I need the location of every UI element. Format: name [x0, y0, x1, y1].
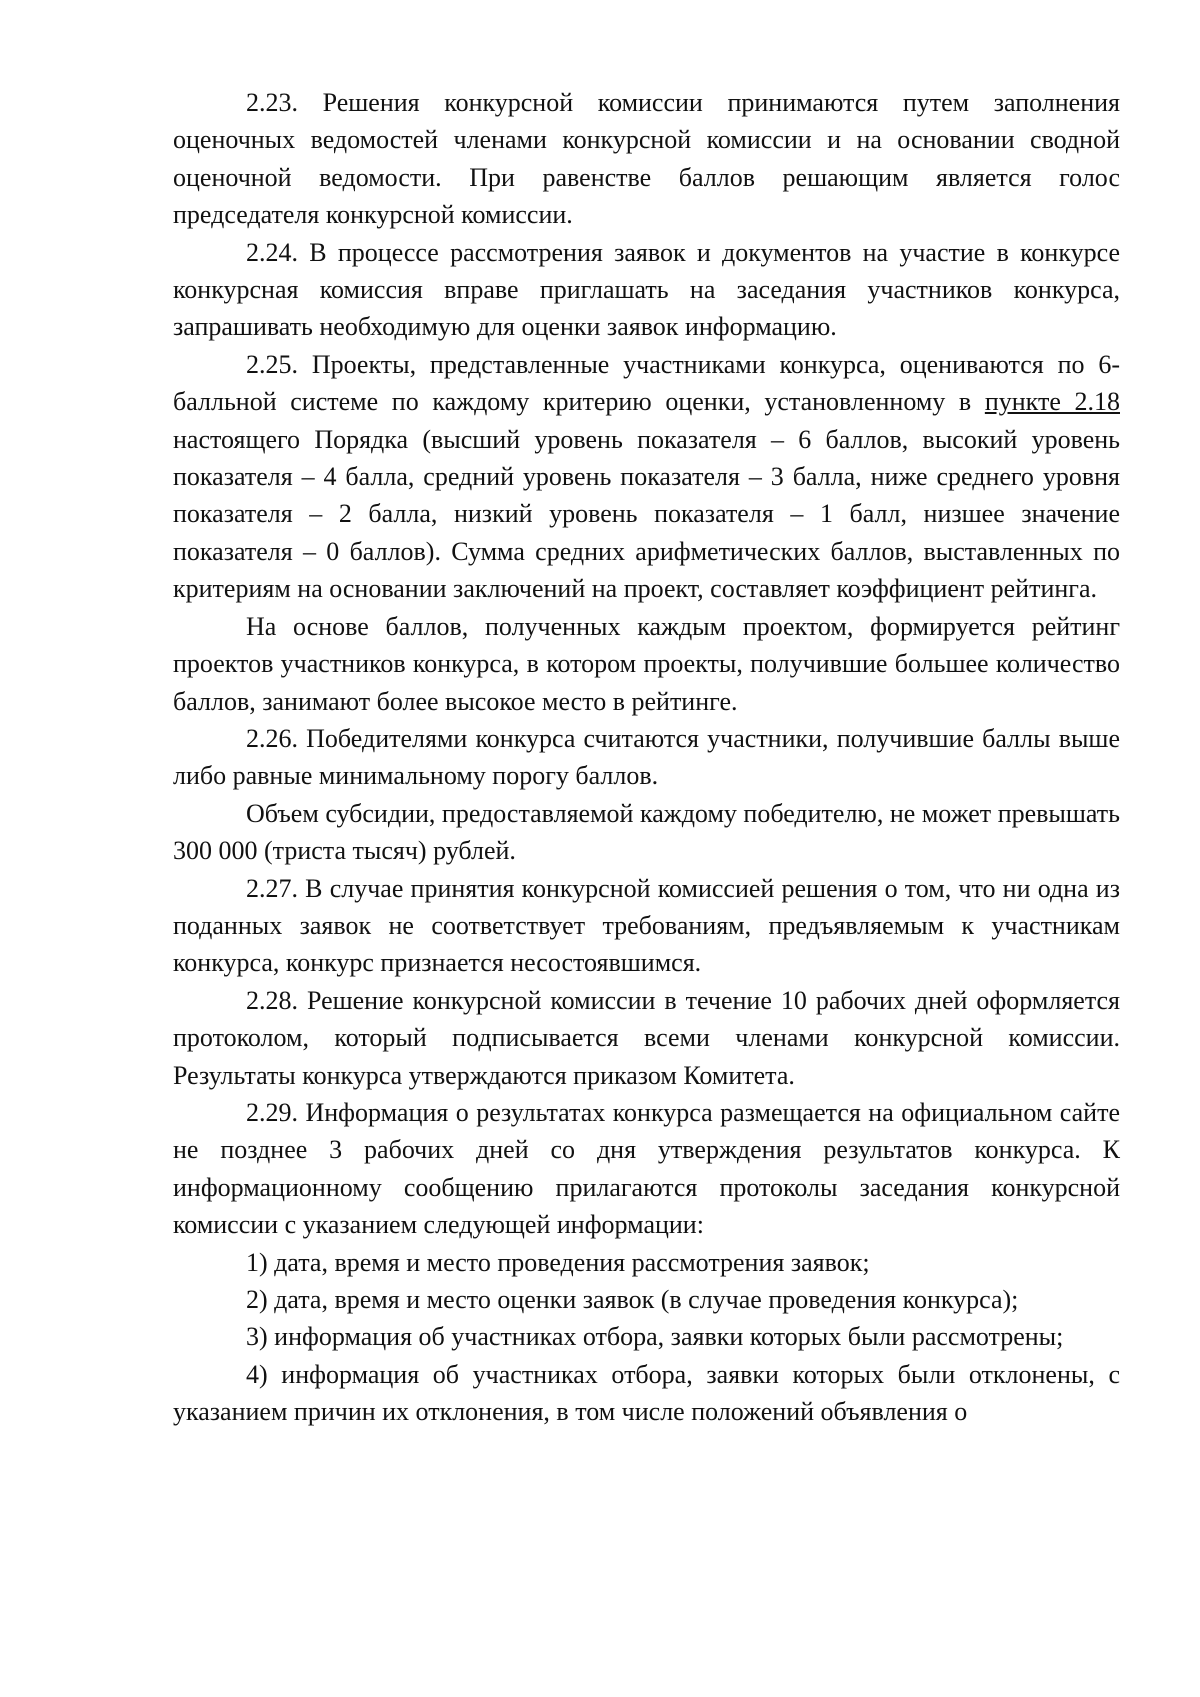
link-point-2-18[interactable]: пункте 2.18: [984, 387, 1120, 417]
paragraph-2-25-text-before: 2.25. Проекты, представленные участниками конкурса, оцениваются по 6-балльной системе по каждому критерию оценки, установленному в: [173, 349, 1120, 417]
paragraph-2-23: 2.23. Решения конкурсной комиссии принимаются путем заполнения оценочных ведомостей членами конкурсной комиссии и на основании сводной оценочной ведомости. При равенстве баллов решающим является голос председателя конкурсной комиссии.: [173, 88, 1120, 230]
document-body: [173, 84, 1120, 1431]
list-item-2: 2) дата, время и место оценки заявок (в случае проведения конкурса);: [246, 1285, 1019, 1314]
paragraph-2-28: 2.28. Решение конкурсной комиссии в течение 10 рабочих дней оформляется протоколом, который подписывается всеми членами конкурсной комиссии. Результаты конкурса утверждаются приказом Комитета.: [173, 985, 1120, 1090]
paragraph-2-25-text-after: настоящего Порядка (высший уровень показателя – 6 баллов, высокий уровень показателя – 4 балла, средний уровень показателя – 3 балла, ниже среднего уровня показателя – 2 балла, низкий уровень показателя – 1 балл, низшее значение показателя – 0 баллов). Сумма средних арифметических баллов, выставленных по критериям на основании заключений на проект, составляет коэффициент рейтинга.: [173, 424, 1120, 604]
list-item-4: 4) информация об участниках отбора, заявки которых были отклонены, с указанием причин их отклонения, в том числе положений объявления о: [173, 1359, 1120, 1427]
paragraph-rating: На основе баллов, полученных каждым проектом, формируется рейтинг проектов участников конкурса, в котором проекты, получившие большее количество баллов, занимают более высокое место в рейтинге.: [173, 611, 1120, 716]
list-item-3: 3) информация об участниках отбора, заявки которых были рассмотрены;: [246, 1322, 1064, 1352]
paragraph-2-29: 2.29. Информация о результатах конкурса размещается на официальном сайте не позднее 3 рабочих дней со дня утверждения результатов конкурса. К информационному сообщению прилагаются протоколы заседания конкурсной комиссии с указанием следующей информации:: [173, 1097, 1120, 1240]
paragraph-2-24: 2.24. В процессе рассмотрения заявок и документов на участие в конкурсе конкурсная комиссия вправе приглашать на заседания участников конкурса, запрашивать необходимую для оценки заявок информацию.: [173, 237, 1120, 342]
paragraph-subsidy: Объем субсидии, предоставляемой каждому победителю, не может превышать 300 000 (триста тысяч) рублей.: [173, 798, 1120, 866]
paragraph-2-27: 2.27. В случае принятия конкурсной комиссией решения о том, что ни одна из поданных заявок не соответствует требованиям, предъявляемым к участникам конкурса, конкурс признается несостоявшимся.: [173, 873, 1120, 978]
paragraph-2-26: 2.26. Победителями конкурса считаются участники, получившие баллы выше либо равные минимальному порогу баллов.: [173, 723, 1120, 791]
paragraph-2-25: [173, 346, 1120, 608]
list-item-1: 1) дата, время и место проведения рассмотрения заявок;: [246, 1247, 870, 1277]
